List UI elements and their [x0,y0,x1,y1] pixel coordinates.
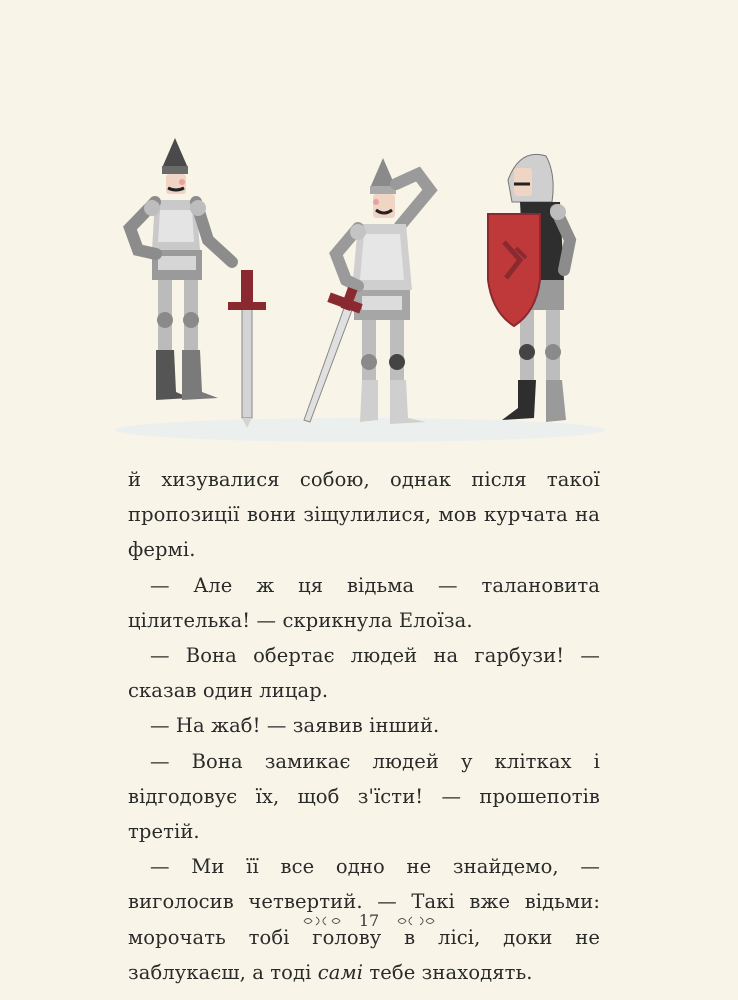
paragraph: — На жаб! — заявив інший. [150,714,440,738]
emphasized-word: самі [317,960,364,984]
paragraph: — Але ж ця відьма — талановита цілителька! — скрикнула Елоїза. [128,573,600,632]
paragraph-text: тебе знаходять. [363,960,533,984]
knight-left [130,138,232,400]
page-number: 17 [358,911,380,930]
sword-left [228,270,266,428]
page-footer [0,910,738,930]
knights-illustration [100,130,620,450]
ornament-left-icon [300,914,344,928]
sword-middle [304,287,363,422]
paragraph-text: — Ми її все одно не знайдемо, — виголосив четвертий. — Такі вже відьми: морочать тобі голову в лісі, доки не заблукаєш, а тоді [128,855,600,984]
paragraph: й хизувалися собою, однак після такої пропозиції вони зіщулилися, мов курчата на фермі. [128,468,600,562]
paragraph: — Вона замикає людей у клітках і відгодовує їх, щоб з'їсти! — прошепотів третій. [128,749,600,844]
paragraph: — Вона обертає людей на гарбузи! — сказав один лицар. [128,644,600,703]
ornament-right-icon [394,914,438,928]
